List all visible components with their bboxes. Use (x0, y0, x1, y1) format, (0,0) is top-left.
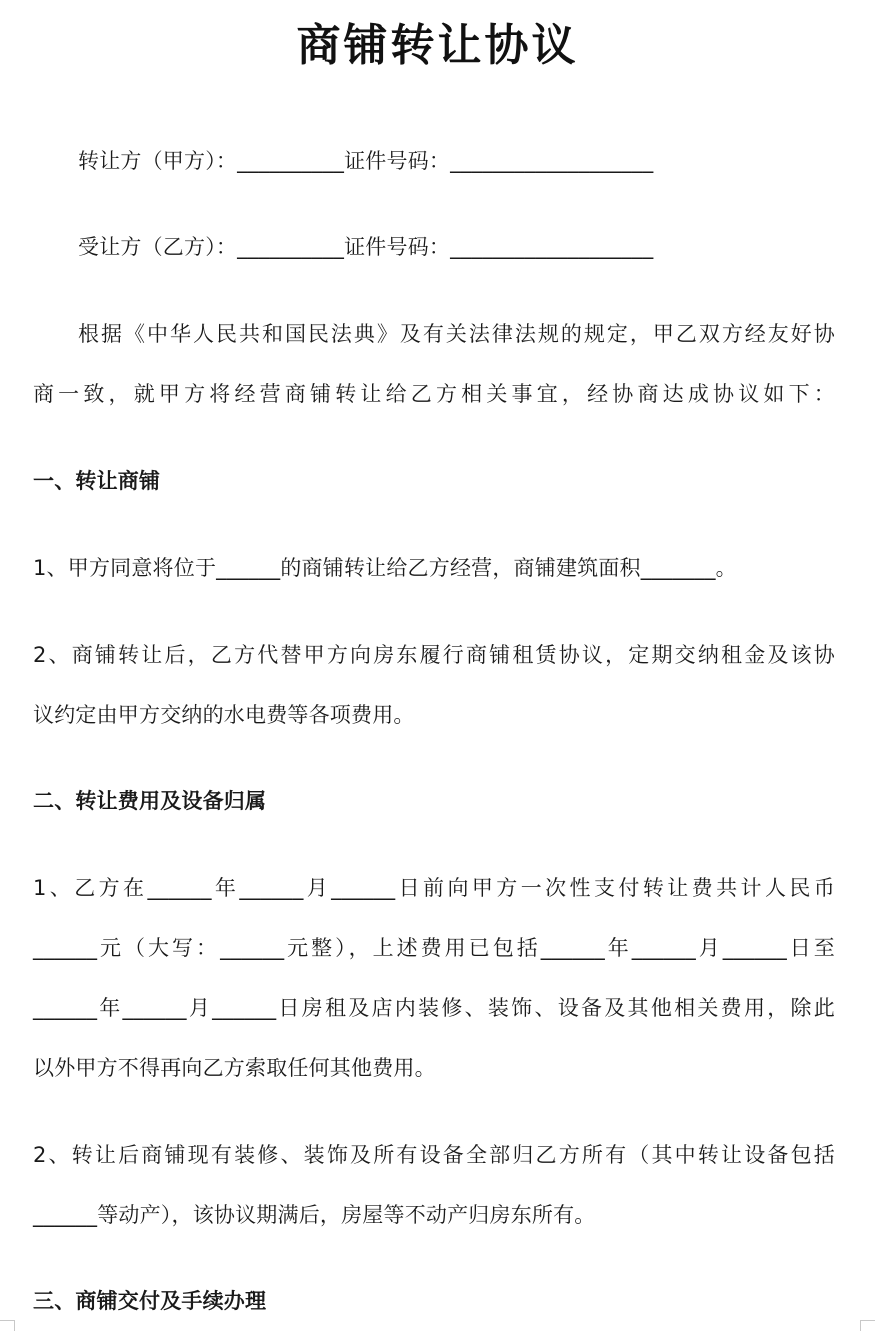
preamble-line-1: 根据《中华人民共和国民法典》及有关法律法规的规定，甲乙双方经友好协 (78, 322, 835, 346)
party-b-line: 受让方（乙方）：__________证件号码：___________________ (78, 235, 654, 259)
section-heading-transfer-shop: 一、转让商铺 (33, 469, 161, 493)
clause-2-2-line-1: 2、转让后商铺现有装修、装饰及所有设备全部归乙方所有（其中转让设备包括 (33, 1143, 835, 1167)
document-title: 商铺转让协议 (296, 20, 579, 71)
section-heading-delivery-procedures: 三、商铺交付及手续办理 (33, 1289, 267, 1313)
clause-1-2-line-2: 议约定由甲方交纳的水电费等各项费用。 (33, 703, 415, 727)
clause-1-2-line-1: 2、商铺转让后，乙方代替甲方向房东履行商铺租赁协议，定期交纳租金及该协 (33, 643, 835, 667)
preamble-line-2: 商一致，就甲方将经营商铺转让给乙方相关事宜，经协商达成协议如下： (33, 382, 835, 406)
clause-2-1-line-2: ______元（大写：______元整），上述费用已包括______年______月______日至 (33, 936, 835, 960)
clause-2-1-line-3: ______年______月______日房租及店内装修、装饰、设备及其他相关费用，除此 (33, 996, 835, 1020)
section-heading-fees-equipment: 二、转让费用及设备归属 (33, 789, 267, 813)
clause-1-1-line-1: 1、甲方同意将位于______的商铺转让给乙方经营，商铺建筑面积_______。 (33, 556, 737, 580)
clause-2-1-line-1: 1、乙方在______年______月______日前向甲方一次性支付转让费共计人民币 (33, 876, 835, 900)
clause-2-2-line-2: ______等动产），该协议期满后，房屋等不动产归房东所有。 (33, 1203, 596, 1227)
page-corner-mark-left (0, 1320, 15, 1331)
party-a-line: 转让方（甲方）：__________证件号码：___________________ (78, 149, 654, 173)
page-corner-mark-right (860, 1320, 875, 1331)
clause-2-1-line-4: 以外甲方不得再向乙方索取任何其他费用。 (33, 1056, 436, 1080)
